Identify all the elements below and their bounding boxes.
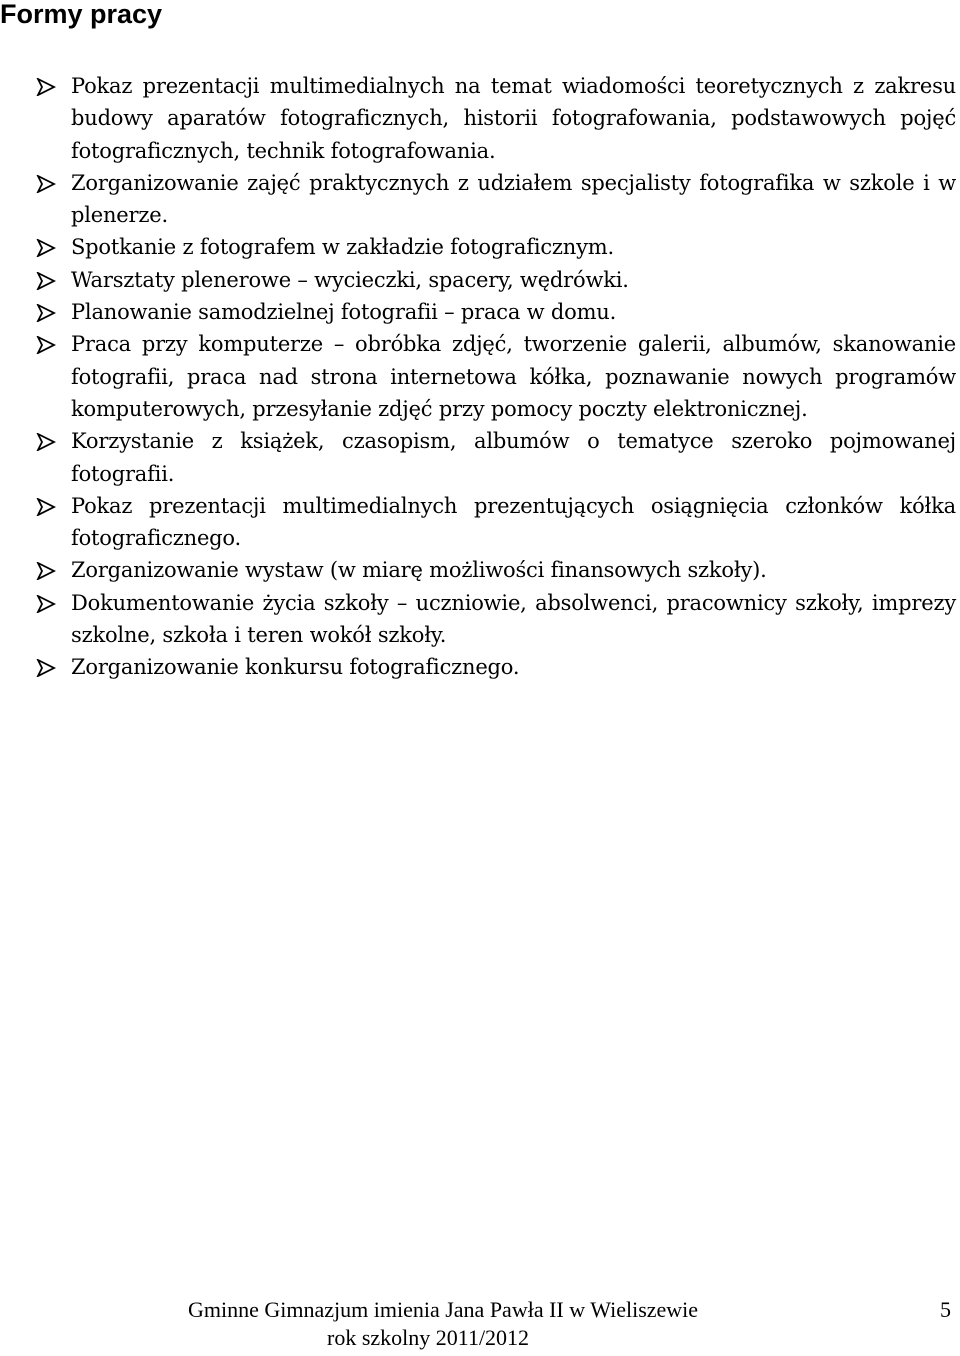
list-item (36, 328, 956, 425)
list-item-text: Planowanie samodzielnej fotografii – praca w domu. (71, 300, 617, 325)
arrowhead-bullet-icon (36, 175, 56, 193)
list-item (36, 587, 956, 652)
list-item-text: Zorganizowanie zajęć praktycznych z udziałem specjalisty fotografika w szkole i w plenerze. (71, 170, 956, 228)
footer-school-year: rok szkolny 2011/2012 (327, 1325, 530, 1350)
arrowhead-bullet-icon (36, 272, 56, 290)
arrowhead-bullet-icon (36, 78, 56, 96)
list-item-text: Warsztaty plenerowe – wycieczki, spacery, wędrówki. (71, 267, 629, 292)
list-item-text: Korzystanie z książek, czasopism, albumów o tematyce szeroko pojmowanej fotografii. (71, 429, 956, 486)
list-item-text: Zorganizowanie wystaw (w miarę możliwości finansowych szkoły). (71, 558, 767, 583)
arrowhead-bullet-icon (36, 239, 56, 257)
list-item (36, 231, 956, 263)
list-item-text: Praca przy komputerze – obróbka zdjęć, tworzenie galerii, albumów, skanowanie fotografii, praca nad strona internetowa kółka, poznawanie nowych programów komputerowych, przesyłanie zdjęć przy pomocy poczty elektronicznej. (71, 332, 956, 421)
arrowhead-bullet-icon (36, 498, 56, 516)
page-footer (0, 1296, 960, 1356)
page-number: 5 (940, 1297, 951, 1322)
list-item-text: Spotkanie z fotografem w zakładzie fotograficznym. (71, 235, 614, 260)
arrowhead-bullet-icon (36, 659, 56, 677)
arrowhead-bullet-icon (36, 595, 56, 613)
arrowhead-bullet-icon (36, 336, 56, 354)
arrowhead-bullet-icon (36, 304, 56, 322)
list-item (36, 264, 956, 296)
arrowhead-bullet-icon (36, 433, 56, 451)
list-item (36, 425, 956, 490)
arrowhead-bullet-icon (36, 562, 56, 580)
list-item (36, 70, 956, 167)
list-item (36, 167, 956, 232)
list-item (36, 554, 956, 586)
footer-school-name: Gminne Gimnazjum imienia Jana Pawła II w Wieliszewie (188, 1297, 699, 1322)
list-item-text: Pokaz prezentacji multimedialnych prezentujących osiągnięcia członków kółka fotograficznego. (71, 493, 956, 551)
page-title: Formy pracy (0, 0, 163, 29)
list-item-text: Pokaz prezentacji multimedialnych na temat wiadomości teoretycznych z zakresu budowy aparatów fotograficznych, historii fotografowania, podstawowych pojęć fotograficznych, technik fotografowania. (71, 74, 956, 163)
list-item-text: Zorganizowanie konkursu fotograficznego. (71, 655, 520, 680)
bullet-list (36, 70, 956, 684)
list-item-text: Dokumentowanie życia szkoły – uczniowie, absolwenci, pracownicy szkoły, imprezy szkolne, szkoła i teren wokół szkoły. (71, 590, 956, 648)
list-item (36, 296, 956, 328)
list-item (36, 490, 956, 555)
list-item (36, 651, 956, 683)
